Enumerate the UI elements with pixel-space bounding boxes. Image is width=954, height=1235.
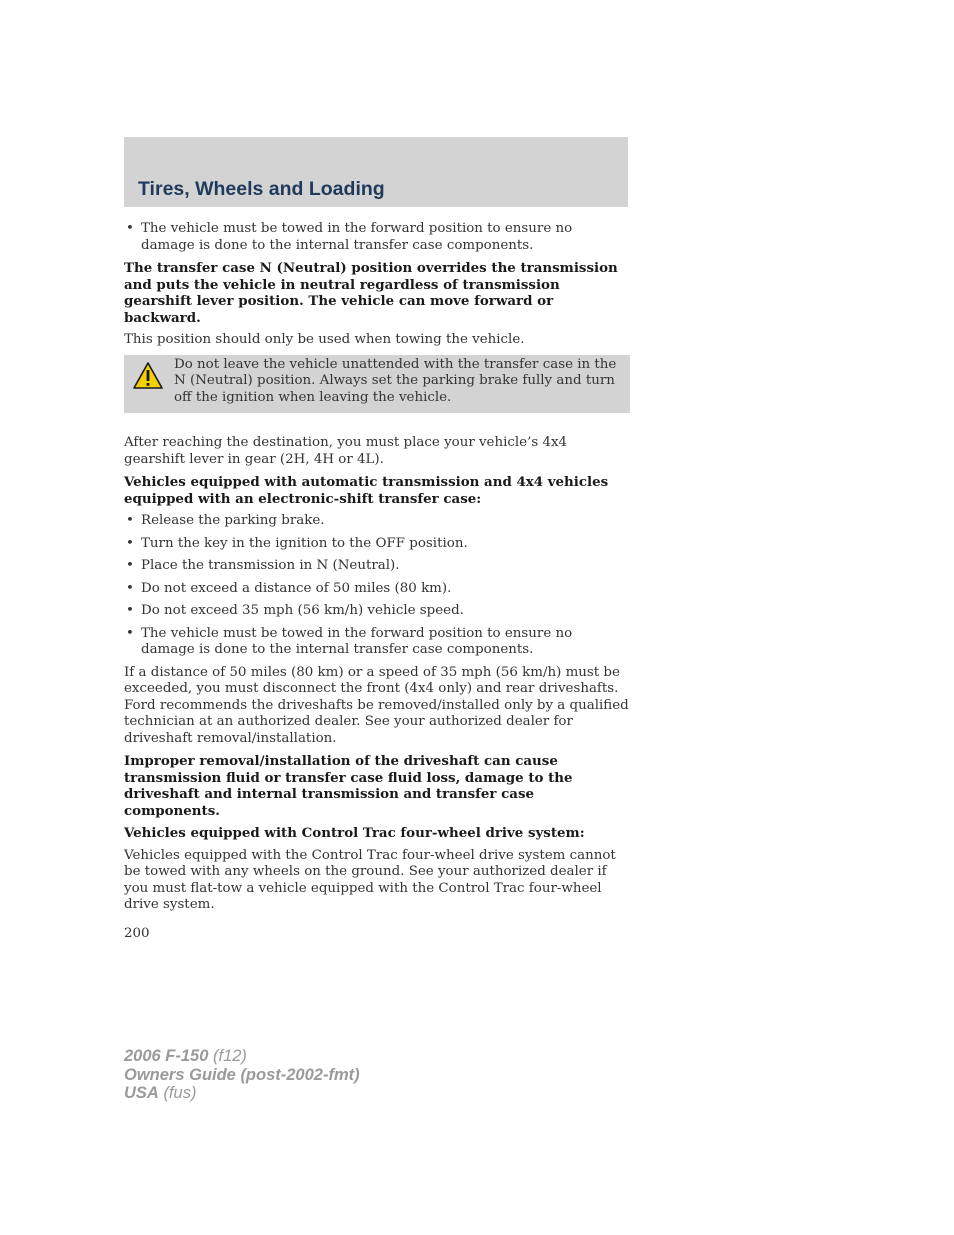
footer-model: 2006 F-150 bbox=[124, 1047, 209, 1065]
destination-instructions: After reaching the destination, you must place your vehicle’s 4x4 gearshift lever in gear (2H, 4H or 4L). bbox=[124, 435, 568, 467]
list-item: • Turn the key in the ignition to the OFF position. bbox=[124, 536, 630, 553]
control-trac-heading: Vehicles equipped with Control Trac four-wheel drive system: bbox=[124, 825, 585, 841]
control-trac-text: Vehicles equipped with the Control Trac four-wheel drive system cannot be towed with any wheels on the ground. See your authorized dealer if you must flat-tow a vehicle equipped with the Control Trac four-wheel drive system. bbox=[124, 847, 616, 912]
list-item: • Do not exceed a distance of 50 miles (80 km). bbox=[124, 581, 630, 598]
driveshaft-caution: Improper removal/installation of the driveshaft can cause transmission fluid or transfer case fluid loss, damage to the driveshaft and internal transmission and transfer case components. bbox=[124, 753, 573, 819]
warning-triangle-icon bbox=[132, 361, 164, 391]
footer-line-market bbox=[124, 1084, 360, 1103]
warning-box bbox=[124, 355, 630, 414]
driveshaft-disconnect-text: If a distance of 50 miles (80 km) or a speed of 35 mph (56 km/h) must be exceeded, you must disconnect the front (4x4 only) and rear driveshafts. Ford recommends the driveshafts be removed/installed only by a qualified technician at an authorized dealer. See your authorized dealer for driveshaft removal/installation. bbox=[124, 664, 629, 746]
bullet-list-auto-transmission bbox=[124, 513, 630, 659]
list-item: • Do not exceed 35 mph (56 km/h) vehicle speed. bbox=[124, 603, 630, 620]
footer-line-model bbox=[124, 1047, 360, 1066]
document-footer bbox=[124, 1047, 360, 1103]
section-title: Tires, Wheels and Loading bbox=[138, 178, 385, 200]
footer-market: USA bbox=[124, 1084, 159, 1102]
footer-market-code: (fus) bbox=[163, 1084, 197, 1102]
section-header bbox=[124, 137, 628, 207]
list-item: • The vehicle must be towed in the forward position to ensure no damage is done to the internal transfer case components. bbox=[124, 626, 630, 659]
bullet-list-towing bbox=[124, 221, 630, 254]
neutral-override-notice: The transfer case N (Neutral) position overrides the transmission and puts the vehicle in neutral regardless of transmission gearshift lever position. The vehicle can move forward or backward. bbox=[124, 260, 618, 326]
footer-guide: Owners Guide (post-2002-fmt) bbox=[124, 1065, 360, 1084]
list-item: • Release the parking brake. bbox=[124, 513, 630, 530]
warning-text: Do not leave the vehicle unattended with the transfer case in the N (Neutral) position. Always set the parking brake fully and turn off the ignition when leaving the vehicle. bbox=[174, 356, 617, 405]
list-item: • Place the transmission in N (Neutral). bbox=[124, 558, 630, 575]
auto-transmission-heading: Vehicles equipped with automatic transmission and 4x4 vehicles equipped with an electronic-shift transfer case: bbox=[124, 474, 609, 507]
footer-model-code: (f12) bbox=[213, 1047, 247, 1065]
page-number: 200 bbox=[124, 926, 150, 941]
towing-only-note: This position should only be used when towing the vehicle. bbox=[124, 332, 525, 347]
list-item: • The vehicle must be towed in the forward position to ensure no damage is done to the internal transfer case components. bbox=[124, 221, 630, 254]
page-content bbox=[124, 221, 630, 920]
